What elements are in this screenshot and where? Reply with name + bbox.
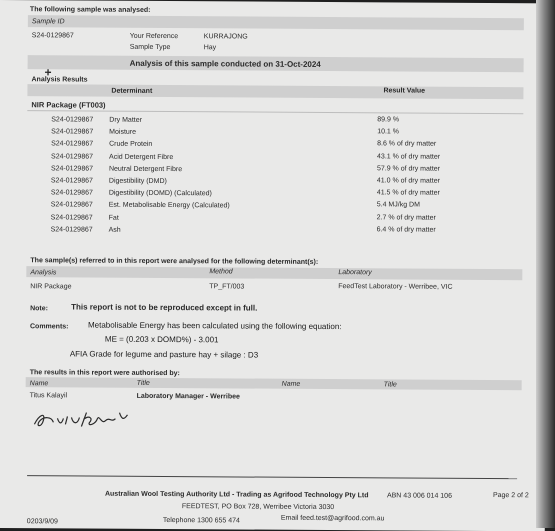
row-sample-id: S24-0129867 [50, 201, 93, 209]
row-determinant: Digestibility (DMD) [108, 177, 167, 186]
row-sample-id: S24-0129867 [51, 140, 94, 148]
authoriser-title: Laboratory Manager - Werribee [136, 392, 240, 401]
reference-label: Your Reference [129, 32, 179, 41]
auth-title-header-2: Title [383, 381, 397, 389]
laboratory-col-header: Laboratory [338, 269, 372, 277]
footer-abn: ABN 43 006 014 106 [386, 492, 452, 500]
row-result-value: 10.1 % [377, 128, 400, 136]
result-value-header: Result Value [383, 87, 426, 95]
sample-type-label: Sample Type [129, 43, 171, 52]
referred-method: TP_FT/003 [209, 283, 245, 291]
row-sample-id: S24-0129867 [51, 128, 94, 136]
row-sample-id: S24-0129867 [51, 152, 94, 161]
method-col-header: Method [209, 268, 233, 276]
row-determinant: Digestibility (DOMD) (Calculated) [108, 189, 212, 198]
row-result-value: 2.7 % of dry matter [376, 213, 436, 222]
comment-line-1: Metabolisable Energy has been calculated using the following equation: [87, 320, 342, 332]
results-header-bar [27, 84, 523, 99]
row-result-value: 6.4 % of dry matter [376, 226, 436, 234]
comment-afia-grade: AFIA Grade for legume and pasture hay + silage : D3 [69, 349, 259, 360]
crosshair-cursor-icon: + [44, 65, 52, 80]
row-determinant: Fat [108, 214, 119, 222]
row-result-value: 89.9 % [377, 116, 400, 124]
row-sample-id: S24-0129867 [50, 177, 93, 185]
sample-id-value: S24-0129867 [31, 32, 74, 40]
row-sample-id: S24-0129867 [50, 189, 93, 197]
page-number: Page 2 of 2 [492, 492, 529, 500]
auth-title-header: Title [136, 379, 150, 387]
note-text: This report is not to be reproduced except in full. [71, 302, 258, 313]
auth-name-header: Name [29, 380, 49, 388]
footer-phone: Telephone 1300 655 474 [162, 517, 240, 525]
sample-id-bar [28, 15, 524, 30]
referred-laboratory: FeedTest Laboratory - Werribee, VIC [338, 283, 453, 291]
footer-address: FEEDTEST, PO Box 728, Werribee Victoria 3030 [181, 503, 335, 512]
sample-type-value: Hay [203, 44, 217, 52]
reference-value: KURRAJONG [203, 33, 248, 41]
signature-image [31, 404, 131, 433]
row-result-value: 5.4 MJ/kg DM [376, 201, 420, 209]
package-divider [27, 110, 523, 114]
auth-name-header-2: Name [281, 380, 301, 388]
row-determinant: Moisture [109, 128, 137, 137]
referred-heading: The sample(s) referred to in this report were analysed for the following determinant(s): [30, 257, 319, 266]
referred-analysis: NIR Package [30, 283, 72, 291]
footer-email: Email feed.test@agrifood.com.au [280, 514, 385, 523]
comments-label: Comments: [29, 323, 69, 331]
analysis-col-header: Analysis [30, 269, 57, 277]
authoriser-name: Titus Kalayil [29, 392, 68, 400]
form-code: 0203/9/09 [26, 518, 58, 526]
row-sample-id: S24-0129867 [50, 213, 93, 222]
sample-id-label: Sample ID [31, 18, 65, 26]
row-determinant: Dry Matter [109, 116, 142, 124]
analysis-date: Analysis of this sample conducted on 31-Oct-2024 [129, 58, 321, 69]
row-result-value: 41.0 % of dry matter [376, 177, 440, 185]
row-determinant: Acid Detergent Fibre [109, 153, 174, 161]
determinant-header: Determinant [111, 87, 153, 95]
intro-heading: The following sample was analysed: [29, 6, 151, 14]
row-determinant: Neutral Detergent Fibre [108, 165, 183, 173]
row-determinant: Est. Metabolisable Energy (Calculated) [108, 202, 230, 210]
row-result-value: 41.5 % of dry matter [376, 189, 440, 197]
comment-equation-1: ME = (0.203 x DOMD%) - 3.001 [104, 334, 219, 345]
note-label: Note: [30, 305, 49, 313]
authorised-heading: The results in this report were authorised by: [29, 369, 180, 378]
referred-header-bar [26, 266, 522, 280]
analysis-results-heading: Analysis Results [31, 76, 88, 84]
page-edge-shadow [536, 0, 555, 528]
row-result-value: 8.6 % of dry matter [377, 140, 437, 149]
row-result-value: 43.1 % of dry matter [377, 152, 441, 161]
row-determinant: Ash [108, 226, 121, 234]
footer-company: Australian Wool Testing Authority Ltd - Trading as Agrifood Technology Pty Ltd [104, 490, 369, 500]
package-name: NIR Package (FT003) [31, 100, 106, 110]
footer-rule [27, 475, 517, 479]
row-sample-id: S24-0129867 [50, 165, 94, 173]
row-result-value: 57.9 % of dry matter [376, 165, 441, 173]
row-sample-id: S24-0129867 [50, 226, 93, 234]
authorised-header-bar [26, 377, 522, 390]
row-determinant: Crude Protein [109, 141, 153, 149]
row-sample-id: S24-0129867 [51, 116, 94, 124]
